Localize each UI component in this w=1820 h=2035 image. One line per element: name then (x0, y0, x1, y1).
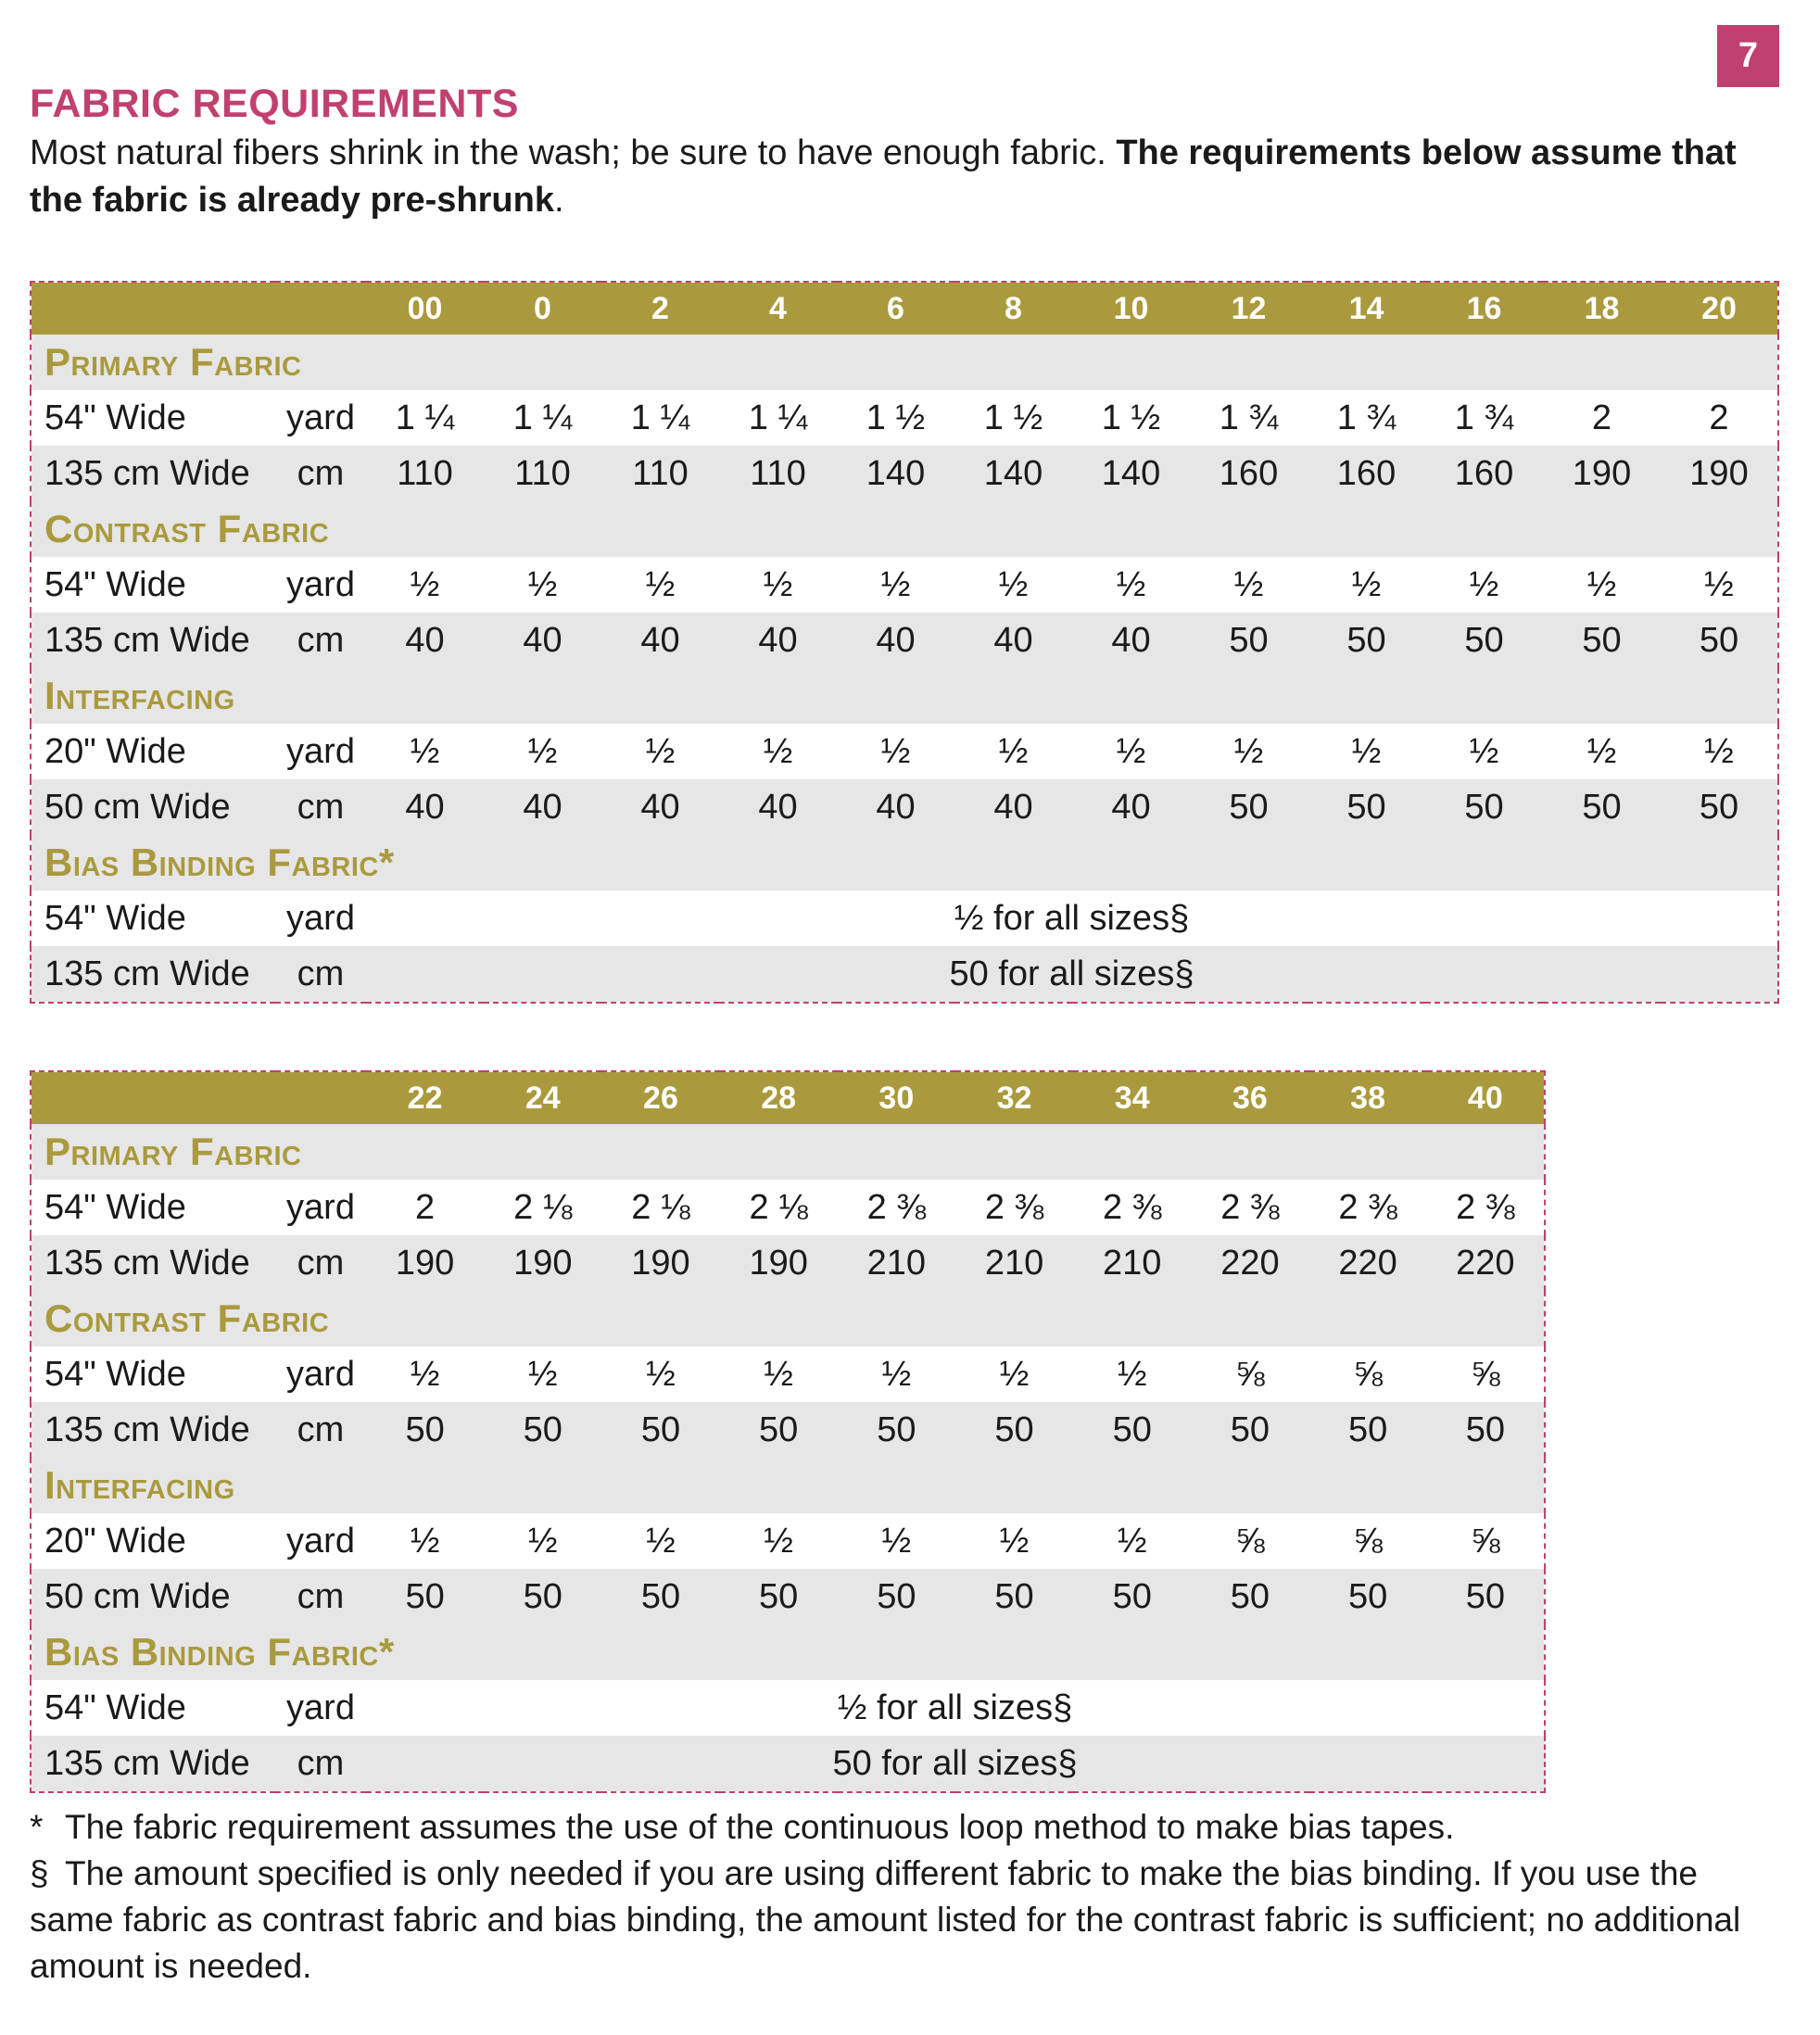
value-cell: 2 ⅜ (1103, 1187, 1162, 1227)
size-header: 8 (954, 282, 1072, 335)
value-cell: ½ (1116, 564, 1146, 604)
row-label: 50 cm Wide (31, 779, 275, 835)
section-row-primary (31, 335, 1778, 390)
value-cell: 190 (601, 1235, 719, 1291)
value-cell: ½ (1586, 731, 1617, 771)
value-cell: 50 (484, 1569, 601, 1624)
value-cell: ½ (998, 564, 1029, 604)
value-cell: ½ (1351, 564, 1382, 604)
value-cell: ½ (527, 1354, 558, 1394)
value-cell: ⅝ (1353, 1521, 1383, 1561)
value-cell: ½ (998, 731, 1029, 771)
size-header: 20 (1661, 282, 1778, 335)
value-cell: ⅝ (1470, 1354, 1500, 1394)
value-cell: 40 (954, 779, 1072, 835)
section-row-contrast (31, 1291, 1545, 1346)
row-label: 135 cm Wide (31, 946, 275, 1003)
value-cell: ½ (763, 564, 793, 604)
value-cell: 1 ½ (1101, 398, 1161, 437)
row-unit: yard (286, 1687, 355, 1727)
fabric-table-sizes-22-40 (30, 1070, 1546, 1793)
value-cell: 40 (484, 613, 601, 668)
value-cell: ½ (1469, 564, 1499, 604)
intro-bold: The requirements below assume that the fabric is already pre-shrunk (30, 133, 1737, 220)
row-unit: cm (275, 446, 366, 501)
value-cell: 50 (1543, 779, 1661, 835)
value-cell: 50 (366, 1402, 484, 1458)
page-number-badge: 7 (1717, 25, 1779, 87)
value-cell: 40 (601, 779, 719, 835)
footnote-symbol: * (30, 1808, 44, 1846)
size-header-row (31, 1071, 1545, 1124)
size-header: 28 (720, 1071, 838, 1124)
value-cell: 2 ⅛ (749, 1187, 808, 1227)
section-row-bias (31, 835, 1778, 891)
row-label: 54" Wide (44, 1187, 186, 1227)
section-row-primary (31, 1124, 1545, 1180)
value-cell: ½ (527, 1521, 558, 1561)
section-row-interfacing (31, 668, 1778, 724)
size-header: 00 (366, 282, 484, 335)
size-header: 40 (1427, 1071, 1545, 1124)
value-cell: 210 (1073, 1235, 1191, 1291)
section-heading: Bias Binding Fabric* (31, 1624, 1545, 1680)
value-cell: 50 (366, 1569, 484, 1624)
value-cell: 190 (484, 1235, 601, 1291)
row-unit: cm (275, 779, 366, 835)
value-cell: 1 ¼ (512, 398, 573, 437)
value-cell: 50 (1191, 1402, 1308, 1458)
value-cell: ½ (410, 731, 440, 771)
section-row-contrast (31, 501, 1778, 557)
all-sizes-cell: ½ for all sizes§ (837, 1687, 1073, 1727)
table-row (31, 1569, 1545, 1624)
row-label: 135 cm Wide (31, 1402, 275, 1458)
value-cell: 190 (1543, 446, 1661, 501)
footnote-symbol: § (30, 1854, 49, 1892)
value-cell: ½ (645, 731, 676, 771)
value-cell: 190 (366, 1235, 484, 1291)
row-label: 54" Wide (44, 1687, 186, 1727)
size-header: 14 (1308, 282, 1425, 335)
value-cell: 50 (1661, 613, 1778, 668)
size-header: 24 (484, 1071, 601, 1124)
all-sizes-cell: 50 for all sizes§ (366, 946, 1778, 1003)
row-unit: cm (275, 1569, 366, 1624)
row-unit: yard (286, 1187, 355, 1227)
value-cell: 50 (1427, 1569, 1545, 1624)
table-row (31, 1513, 1545, 1569)
value-cell: 1 ¼ (748, 398, 808, 437)
value-cell: ½ (880, 564, 911, 604)
value-cell: 110 (366, 446, 484, 501)
value-cell: 40 (1072, 613, 1190, 668)
value-cell: 40 (1072, 779, 1190, 835)
value-cell: 210 (838, 1235, 955, 1291)
all-sizes-cell: ½ for all sizes§ (954, 898, 1190, 938)
section-heading: Interfacing (31, 668, 1778, 724)
footnotes (30, 1804, 1781, 1990)
value-cell: ½ (410, 564, 440, 604)
all-sizes-cell: 50 for all sizes§ (366, 1736, 1545, 1792)
value-cell: 50 (1308, 613, 1425, 668)
value-cell: ½ (1704, 731, 1734, 771)
value-cell: ½ (646, 1354, 676, 1394)
row-unit: yard (286, 398, 355, 437)
value-cell: 2 (1709, 398, 1729, 437)
value-cell: 40 (366, 613, 484, 668)
size-header: 32 (955, 1071, 1073, 1124)
header-label-cell (31, 1071, 275, 1124)
value-cell: ½ (764, 1521, 793, 1561)
size-header: 18 (1543, 282, 1661, 335)
value-cell: ⅝ (1235, 1521, 1265, 1561)
section-heading: Primary Fabric (31, 1124, 1545, 1180)
row-unit: cm (275, 1736, 366, 1792)
value-cell: ½ (410, 1521, 440, 1561)
row-label: 135 cm Wide (31, 446, 275, 501)
value-cell: 50 (1190, 779, 1308, 835)
header-unit-cell (275, 282, 366, 335)
value-cell: 40 (719, 613, 837, 668)
value-cell: ½ (646, 1521, 676, 1561)
value-cell: 50 (720, 1402, 838, 1458)
value-cell: ½ (999, 1354, 1030, 1394)
value-cell: ½ (1116, 731, 1146, 771)
value-cell: ½ (527, 731, 558, 771)
value-cell: 50 (955, 1569, 1073, 1624)
row-label: 135 cm Wide (31, 613, 275, 668)
value-cell: 190 (1661, 446, 1778, 501)
header-label-cell (31, 282, 275, 335)
size-header: 36 (1191, 1071, 1308, 1124)
table-row (31, 1402, 1545, 1458)
value-cell: 50 (1309, 1569, 1427, 1624)
row-label: 135 cm Wide (31, 1736, 275, 1792)
row-label: 135 cm Wide (31, 1235, 275, 1291)
value-cell: ½ (764, 1354, 793, 1394)
section-heading: Primary Fabric (31, 335, 1778, 390)
row-label: 54" Wide (44, 564, 186, 604)
value-cell: 140 (1072, 446, 1190, 501)
table-row (31, 724, 1778, 779)
value-cell: 190 (720, 1235, 838, 1291)
value-cell: 50 (1425, 613, 1543, 668)
size-header-row (31, 282, 1778, 335)
value-cell: 140 (837, 446, 954, 501)
value-cell: 110 (601, 446, 719, 501)
size-header: 26 (601, 1071, 719, 1124)
row-label: 50 cm Wide (31, 1569, 275, 1624)
row-unit: yard (286, 731, 355, 771)
table-row (31, 390, 1778, 446)
value-cell: 1 ¾ (1454, 398, 1514, 437)
row-unit: cm (275, 1402, 366, 1458)
section-heading: Contrast Fabric (31, 501, 1778, 557)
value-cell: 1 ¾ (1219, 398, 1279, 437)
value-cell: 2 (415, 1187, 436, 1227)
value-cell: ½ (881, 1521, 912, 1561)
value-cell: ½ (645, 564, 676, 604)
value-cell: 2 (1591, 398, 1612, 437)
value-cell: ½ (1704, 564, 1734, 604)
page-title: FABRIC REQUIREMENTS (30, 82, 519, 126)
size-header: 30 (838, 1071, 955, 1124)
size-header: 12 (1190, 282, 1308, 335)
value-cell: 50 (1427, 1402, 1545, 1458)
value-cell: 40 (484, 779, 601, 835)
section-heading: Bias Binding Fabric* (31, 835, 1778, 891)
value-cell: 40 (837, 779, 954, 835)
value-cell: 40 (837, 613, 954, 668)
value-cell: 50 (1309, 1402, 1427, 1458)
value-cell: 50 (1073, 1402, 1191, 1458)
value-cell: ½ (1117, 1354, 1147, 1394)
value-cell: 40 (954, 613, 1072, 668)
value-cell: 50 (838, 1402, 955, 1458)
value-cell: 2 ⅜ (984, 1187, 1044, 1227)
value-cell: 50 (601, 1402, 719, 1458)
value-cell: ⅝ (1470, 1521, 1500, 1561)
value-cell: ½ (410, 1354, 440, 1394)
size-header: 34 (1073, 1071, 1191, 1124)
value-cell: 50 (601, 1569, 719, 1624)
value-cell: 2 ⅜ (866, 1187, 927, 1227)
value-cell: ½ (1351, 731, 1382, 771)
intro-paragraph (30, 130, 1772, 224)
value-cell: 2 ⅜ (1220, 1187, 1280, 1227)
row-unit: cm (275, 1235, 366, 1291)
value-cell: 1 ½ (983, 398, 1043, 437)
section-heading: Contrast Fabric (31, 1291, 1545, 1346)
size-header: 6 (837, 282, 954, 335)
table-row (31, 1680, 1545, 1736)
value-cell: ½ (881, 1354, 912, 1394)
value-cell: ½ (527, 564, 558, 604)
value-cell: 1 ¾ (1336, 398, 1397, 437)
value-cell: 160 (1190, 446, 1308, 501)
value-cell: 40 (366, 779, 484, 835)
size-header: 4 (719, 282, 837, 335)
value-cell: 50 (955, 1402, 1073, 1458)
size-header: 16 (1425, 282, 1543, 335)
section-heading: Interfacing (31, 1458, 1545, 1513)
value-cell: ½ (999, 1521, 1030, 1561)
value-cell: ½ (1233, 731, 1264, 771)
value-cell: 160 (1308, 446, 1425, 501)
size-header: 22 (366, 1071, 484, 1124)
footnote-asterisk (30, 1804, 1781, 1851)
row-unit: yard (286, 898, 355, 938)
value-cell: 50 (1425, 779, 1543, 835)
value-cell: 1 ¼ (395, 398, 455, 437)
value-cell: ½ (1117, 1521, 1147, 1561)
value-cell: 220 (1191, 1235, 1308, 1291)
header-unit-cell (275, 1071, 366, 1124)
row-unit: yard (286, 1521, 355, 1561)
row-label: 54" Wide (44, 1354, 186, 1394)
value-cell: ½ (880, 731, 911, 771)
size-header: 10 (1072, 282, 1190, 335)
row-unit: cm (275, 613, 366, 668)
table-row (31, 1736, 1545, 1792)
value-cell: 2 ⅜ (1338, 1187, 1397, 1227)
footnote-text: The amount specified is only needed if you are using different fabric to make the bias binding. If you use the same fabric as contrast fabric and bias binding, the amount listed for the contrast fabric is sufficient; no additional amount is needed. (30, 1854, 1741, 1985)
value-cell: ⅝ (1353, 1354, 1383, 1394)
value-cell: 160 (1425, 446, 1543, 501)
section-row-interfacing (31, 1458, 1545, 1513)
footnote-text: The fabric requirement assumes the use of the continuous loop method to make bias tapes. (65, 1808, 1455, 1846)
value-cell: ½ (1586, 564, 1617, 604)
table-row (31, 446, 1778, 501)
table-row (31, 1235, 1545, 1291)
value-cell: 220 (1427, 1235, 1545, 1291)
row-unit: yard (286, 1354, 355, 1394)
row-unit: yard (286, 564, 355, 604)
value-cell: 40 (719, 779, 837, 835)
table-row (31, 1346, 1545, 1402)
intro-end: . (553, 181, 564, 220)
table-row (31, 1180, 1545, 1235)
value-cell: 1 ½ (866, 398, 926, 437)
value-cell: ½ (763, 731, 793, 771)
value-cell: 50 (1661, 779, 1778, 835)
value-cell: 50 (1191, 1569, 1308, 1624)
footnote-section (30, 1851, 1781, 1990)
table-row (31, 946, 1778, 1003)
size-header: 38 (1309, 1071, 1427, 1124)
value-cell: 50 (838, 1569, 955, 1624)
table-row (31, 779, 1778, 835)
value-cell: 110 (719, 446, 837, 501)
row-label: 20" Wide (44, 1521, 186, 1561)
value-cell: 2 ⅛ (631, 1187, 690, 1227)
value-cell: 2 ⅛ (513, 1187, 573, 1227)
row-label: 54" Wide (44, 398, 186, 437)
table-row (31, 557, 1778, 613)
value-cell: 110 (484, 446, 601, 501)
fabric-table-sizes-00-20 (30, 281, 1779, 1004)
value-cell: 50 (1543, 613, 1661, 668)
table-row (31, 613, 1778, 668)
section-row-bias (31, 1624, 1545, 1680)
value-cell: 50 (720, 1569, 838, 1624)
value-cell: 50 (1308, 779, 1425, 835)
value-cell: 50 (1190, 613, 1308, 668)
value-cell: 210 (955, 1235, 1073, 1291)
value-cell: 140 (954, 446, 1072, 501)
value-cell: 50 (484, 1402, 601, 1458)
size-header: 0 (484, 282, 601, 335)
row-label: 20" Wide (44, 731, 186, 771)
value-cell: ½ (1469, 731, 1499, 771)
value-cell: 220 (1309, 1235, 1427, 1291)
size-header: 2 (601, 282, 719, 335)
value-cell: 50 (1073, 1569, 1191, 1624)
value-cell: ½ (1233, 564, 1264, 604)
value-cell: 40 (601, 613, 719, 668)
row-unit: cm (275, 946, 366, 1003)
value-cell: 1 ¼ (630, 398, 690, 437)
value-cell: 2 ⅜ (1456, 1187, 1515, 1227)
table-row (31, 891, 1778, 946)
row-label: 54" Wide (44, 898, 186, 938)
value-cell: ⅝ (1235, 1354, 1265, 1394)
intro-plain: Most natural fibers shrink in the wash; be sure to have enough fabric. (30, 133, 1117, 172)
